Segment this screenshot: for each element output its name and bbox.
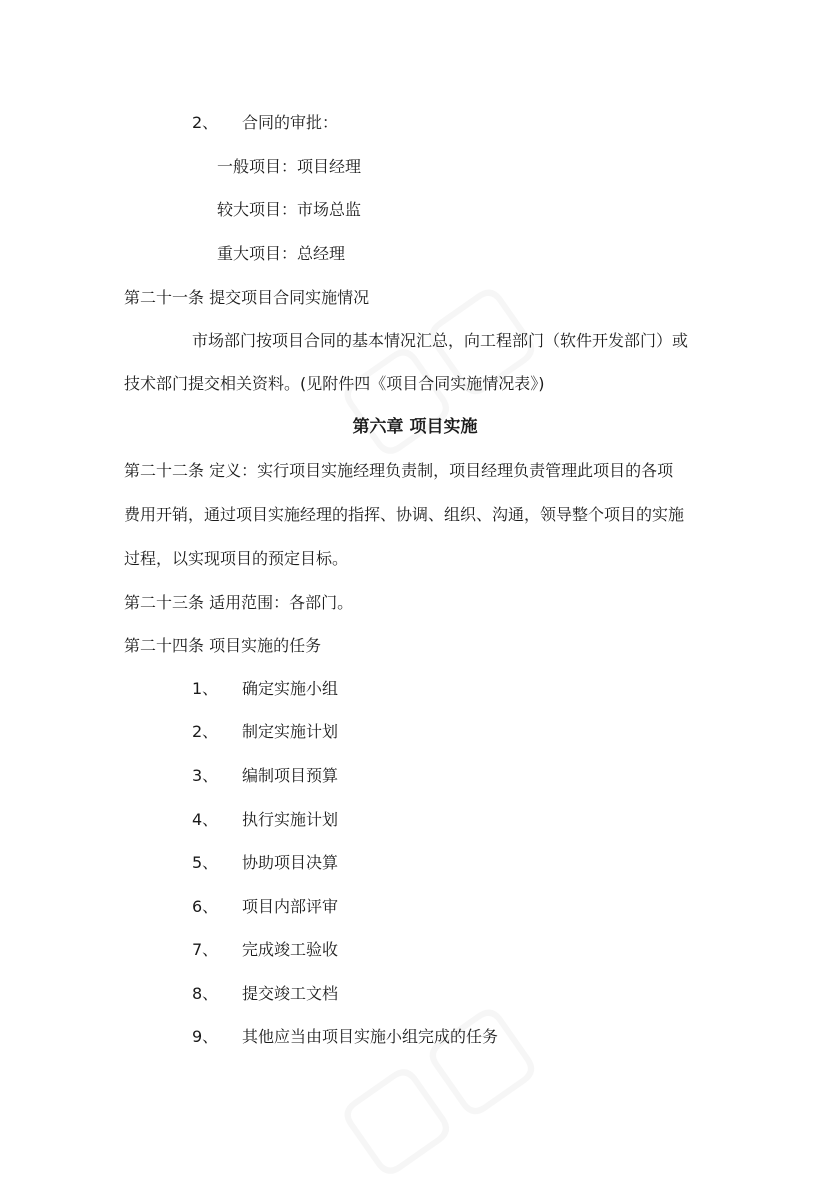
task-number: 5、 (192, 853, 219, 872)
article-23-title: 第二十三条 适用范围：各部门。 (124, 593, 354, 612)
article-22-text: 第二十二条 定义：实行项目实施经理负责制，项目经理负责管理此项目的各项 (124, 461, 674, 480)
task-number: 1、 (192, 679, 219, 698)
task-number: 3、 (192, 766, 219, 785)
task-number: 9、 (192, 1027, 219, 1046)
article-21-body: 市场部门按项目合同的基本情况汇总，向工程部门（软件开发部门）或 (192, 331, 689, 350)
task-text: 制定实施计划 (242, 722, 339, 741)
task-text: 编制项目预算 (242, 766, 339, 785)
article-22-text: 过程，以实现项目的预定目标。 (124, 549, 349, 568)
approval-number: 2、 (192, 113, 219, 132)
task-text: 其他应当由项目实施小组完成的任务 (242, 1027, 499, 1046)
article-22-text: 费用开销，通过项目实施经理的指挥、协调、组织、沟通，领导整个项目的实施 (124, 505, 685, 524)
article-21-body: 技术部门提交相关资料。(见附件四《项目合同实施情况表》) (124, 374, 545, 393)
task-text: 项目内部评审 (242, 897, 339, 916)
watermark-mark (312, 252, 556, 476)
approval-title: 合同的审批： (242, 113, 339, 132)
task-text: 确定实施小组 (242, 679, 339, 698)
task-number: 6、 (192, 897, 219, 916)
task-text: 提交竣工文档 (242, 984, 339, 1003)
chapter-heading: 第六章 项目实施 (352, 417, 478, 437)
task-text: 执行实施计划 (242, 810, 339, 829)
task-text: 协助项目决算 (242, 853, 339, 872)
approval-item: 重大项目：总经理 (217, 244, 346, 263)
approval-item: 一般项目：项目经理 (217, 157, 362, 176)
article-24-title: 第二十四条 项目实施的任务 (124, 636, 322, 655)
task-text: 完成竣工验收 (242, 940, 339, 959)
watermark-mark (312, 972, 556, 1196)
task-number: 4、 (192, 810, 219, 829)
approval-item: 较大项目：市场总监 (217, 200, 362, 219)
article-21-title: 第二十一条 提交项目合同实施情况 (124, 288, 370, 307)
task-number: 2、 (192, 722, 219, 741)
task-number: 7、 (192, 940, 219, 959)
task-number: 8、 (192, 984, 219, 1003)
